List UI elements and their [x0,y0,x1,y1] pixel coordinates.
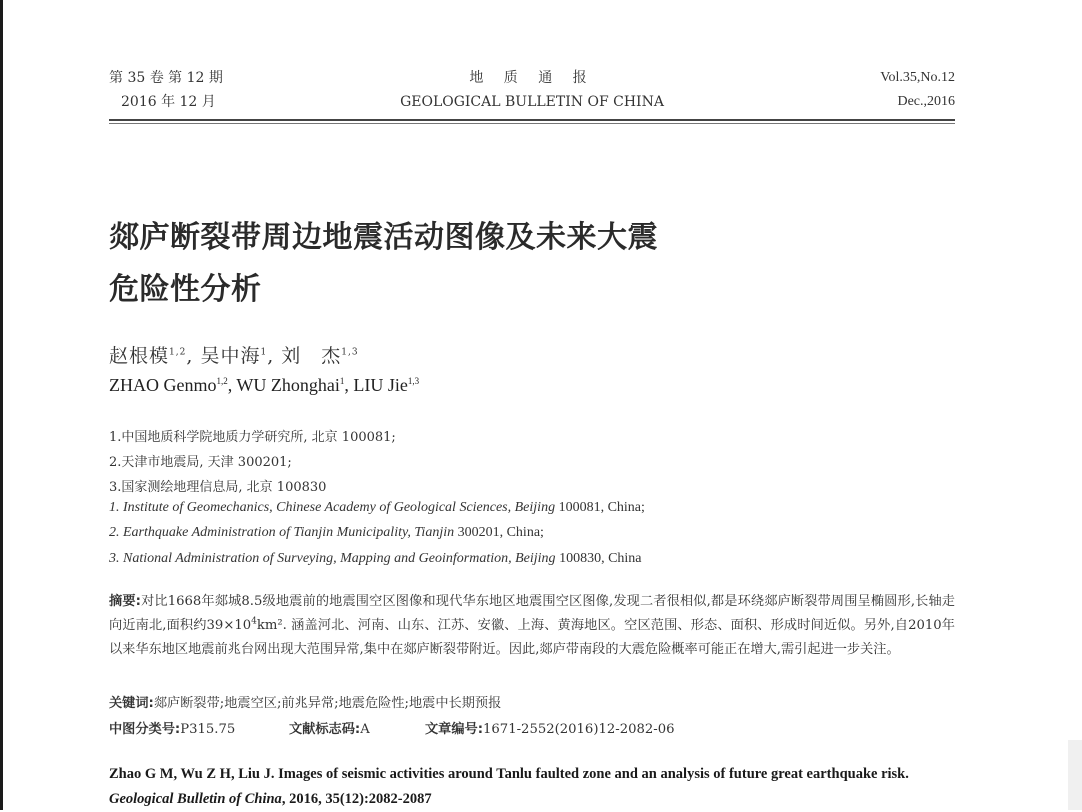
affiliation-zh-1: 1.中国地质科学院地质力学研究所, 北京 100081; [109,430,396,445]
doc-code-group [289,718,425,737]
abstract [109,590,955,662]
affiliation-zh-3: 3.国家测绘地理信息局, 北京 100830 [109,480,327,495]
affiliation-en-1 [109,500,645,516]
affiliation-en-code: 100081, China; [555,500,645,515]
keywords-label: 关键词: [109,696,154,711]
author-en-name: ZHAO Genmo [109,375,217,395]
journal-name-zh: 地 质 通 报 [469,70,595,86]
doc-code-label: 文献标志码: [289,722,361,737]
citation [109,762,959,812]
classification-line [109,718,675,737]
abstract-exponent: 4 [251,616,257,627]
author-en-sup: 1 [339,376,345,386]
author-zh-name: 吴中海 [200,345,261,367]
citation-text-1: Zhao G M, Wu Z H, Liu J. Images of seismic activities around Tanlu faulted zone and an analysis of future great earthquake risk. [109,766,909,782]
page-right-edge [1068,740,1082,810]
paper-title [109,212,658,316]
header-rule-thick [109,119,955,121]
keywords [109,692,501,711]
journal-header [109,66,955,122]
title-line-1: 郯庐断裂带周边地震活动图像及未来大震 [109,220,658,255]
affiliation-en-text: 3. National Administration of Surveying, Mapping and Geoinformation, Beijing [109,551,556,566]
journal-name-en: GEOLOGICAL BULLETIN OF CHINA [400,94,664,110]
keywords-text: 郯庐断裂带;地震空区;前兆异常;地震危险性;地震中长期预报 [153,696,502,711]
affiliation-en-text: 1. Institute of Geomechanics, Chinese Academy of Geological Sciences, Beijing [109,500,556,515]
doc-code-value: A [360,722,370,737]
author-zh-name: 刘 杰 [281,345,342,367]
affiliation-en-code: 100830, China [555,551,642,566]
affiliation-zh-2: 2.天津市地震局, 天津 300201; [109,455,292,470]
affiliation-en-text: 2. Earthquake Administration of Tianjin Municipality, Tianjin [109,525,455,540]
article-no-value: 1671-2552(2016)12-2082-06 [483,722,675,737]
clc-label: 中图分类号: [109,722,181,737]
author-en-name: LIU Jie [353,375,408,395]
article-no-group [425,718,675,737]
author-zh-sup: 1 [260,347,268,358]
header-center [109,66,955,114]
author-zh-sup: 1,3 [341,347,359,358]
date-en: Dec.,2016 [897,94,955,109]
header-right [880,66,955,114]
abstract-text-2: km². 涵盖河北、河南、山东、江苏、安徽、上海、黄海地区。空区范围、形态、面积、形成时间近似。另外,自2010年以来华东地区地震前兆台网出现大范围异常,集中在郯庐断裂带附近。因此,郯庐带南段的大震危险概率可能正在增大,需引起进一步关注。 [109,618,955,657]
author-en-sup: 1,3 [407,376,420,386]
authors-en: ZHAO Genmo$^{1,2}$, WU Zhonghai$^1$, LIU Jie$^{1,3}$ [109,375,420,395]
author-en-sup: 1,2 [216,376,228,386]
author-zh-sup: 1,2 [169,347,187,358]
affiliation-en-code: 300201, China; [454,525,544,540]
abstract-label: 摘要: [109,594,141,609]
header-left [109,66,223,114]
affiliation-en-2 [109,525,544,541]
volume-en: Vol.35,No.12 [880,70,955,85]
article-no-label: 文章编号: [425,722,484,737]
volume-zh: 第 35 卷 第 12 期 [109,70,223,86]
authors-zh: 赵根模$^{1,2}$, 吴中海$^1$, 刘 杰$^{1,3}$ [109,345,359,367]
date-zh: 2016 年 12 月 [121,94,216,110]
title-line-2: 危险性分析 [109,272,262,307]
author-zh-name: 赵根模 [109,345,170,367]
affiliation-en-3 [109,551,642,567]
abstract-text-1: 对比1668年郯城8.5级地震前的地震围空区图像和现代华东地区地震围空区图像,发现二者很相似,都是环绕郯庐断裂带周围呈椭圆形,长轴走向近南北,面积约39×10 [109,594,955,633]
header-rule-thin [109,123,955,124]
clc-group [109,718,289,737]
citation-journal: Geological Bulletin of China [109,791,282,807]
page-left-edge [0,0,3,810]
citation-text-2: , 2016, 35(12):2082-2087 [281,791,432,807]
clc-value: P315.75 [180,722,236,737]
author-en-name: WU Zhonghai [236,375,340,395]
